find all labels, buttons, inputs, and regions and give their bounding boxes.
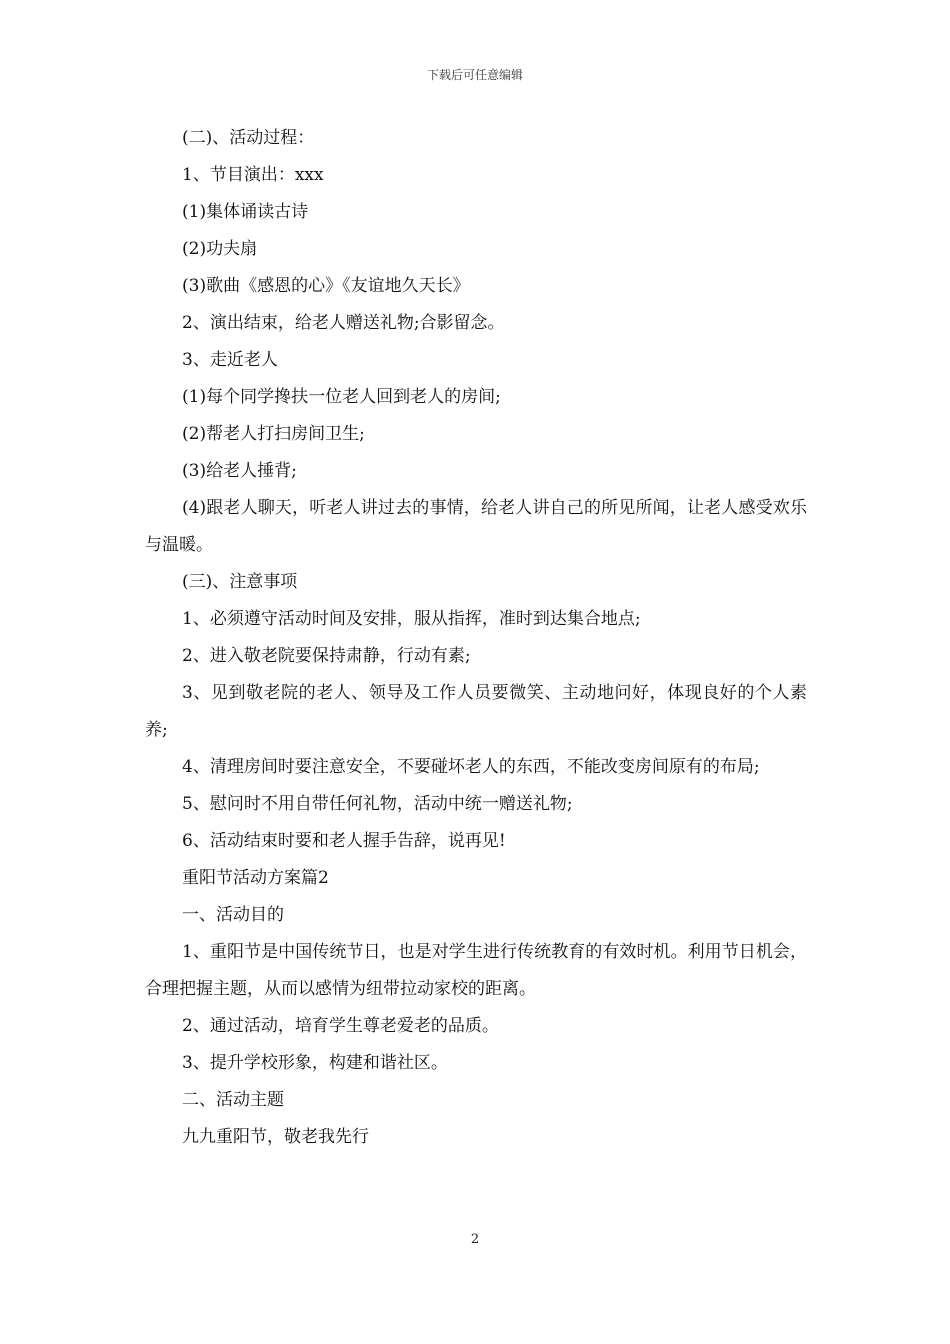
section-heading: 一、活动目的 (182, 905, 284, 925)
paragraph: 2、进入敬老院要保持肃静，行动有素; (182, 646, 471, 666)
section-heading: (三)、注意事项 (182, 572, 298, 592)
paragraph: 2、通过活动，培育学生尊老爱老的品质。 (182, 1016, 499, 1036)
paragraph: 3、见到敬老院的老人、领导及工作人员要微笑、主动地问好，体现良好的个人素养; (145, 683, 807, 740)
section-heading: 二、活动主题 (182, 1090, 284, 1110)
paragraph: (1)每个同学搀扶一位老人回到老人的房间; (182, 387, 501, 407)
section-title: 重阳节活动方案篇2 (182, 868, 329, 888)
paragraph: 6、活动结束时要和老人握手告辞，说再见! (182, 831, 506, 851)
paragraph: 1、重阳节是中国传统节日，也是对学生进行传统教育的有效时机。利用节日机会，合理把握主题，从而以感情为纽带拉动家校的距离。 (145, 942, 807, 999)
paragraph: 2、演出结束，给老人赠送礼物;合影留念。 (182, 313, 505, 333)
paragraph: (4)跟老人聊天，听老人讲过去的事情，给老人讲自己的所见所闻，让老人感受欢乐与温暖。 (145, 498, 807, 555)
paragraph: (二)、活动过程： (182, 128, 315, 148)
page-number: 2 (470, 1232, 480, 1247)
paragraph: 九九重阳节，敬老我先行 (182, 1127, 369, 1147)
paragraph: (2)功夫扇 (182, 239, 258, 259)
paragraph: 3、提升学校形象，构建和谐社区。 (182, 1053, 448, 1073)
document-body (145, 120, 807, 1156)
paragraph: (2)帮老人打扫房间卫生; (182, 424, 365, 444)
paragraph: 4、清理房间时要注意安全，不要碰坏老人的东西，不能改变房间原有的布局; (182, 757, 760, 777)
paragraph: 3、走近老人 (182, 350, 278, 370)
paragraph: (1)集体诵读古诗 (182, 202, 309, 222)
paragraph: (3)歌曲《感恩的心》《友谊地久天长》 (182, 276, 470, 296)
paragraph: (3)给老人捶背; (182, 461, 297, 481)
paragraph: 5、慰问时不用自带任何礼物，活动中统一赠送礼物; (182, 794, 573, 814)
paragraph: 1、必须遵守活动时间及安排，服从指挥，准时到达集合地点; (182, 609, 641, 629)
paragraph: 1、节目演出：xxx (182, 165, 324, 185)
page-header: 下载后可任意编辑 (426, 68, 523, 82)
